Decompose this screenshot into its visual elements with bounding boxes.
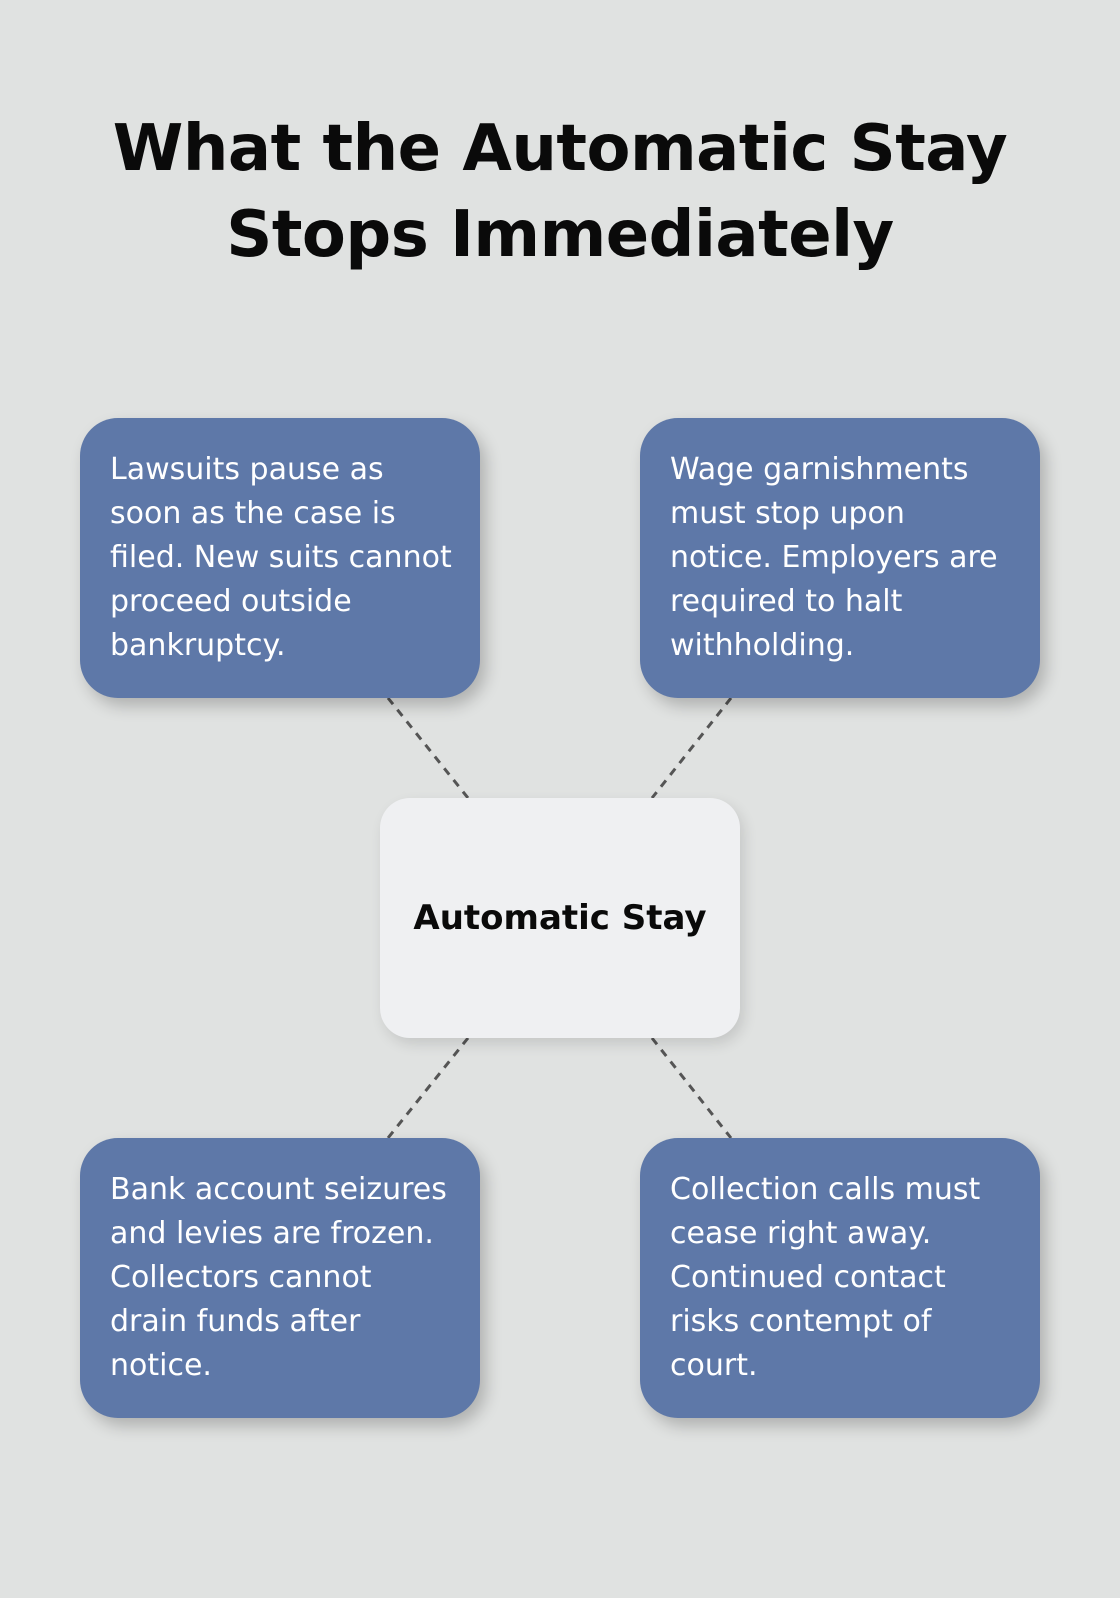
node-bank-seizures-text: Bank account seizures and levies are frozen. Collectors cannot drain funds after notice. <box>110 1172 447 1383</box>
node-bank-seizures <box>80 1138 480 1418</box>
connector-bottom-left <box>388 1038 468 1138</box>
node-collection-calls-text: Collection calls must cease right away. Continued contact risks contempt of court. <box>670 1172 981 1383</box>
node-wage-garnishments <box>640 418 1040 698</box>
node-lawsuits-text: Lawsuits pause as soon as the case is filed. New suits cannot proceed outside bankruptcy. <box>110 452 452 663</box>
diagram-title: What the Automatic Stay Stops Immediately <box>112 112 1008 272</box>
center-node-label: Automatic Stay <box>413 898 707 938</box>
node-lawsuits <box>80 418 480 698</box>
center-node-automatic-stay <box>380 798 740 1038</box>
connector-top-left <box>388 698 468 798</box>
connector-top-right <box>652 698 731 798</box>
connector-bottom-right <box>652 1038 731 1138</box>
node-wage-garnishments-text: Wage garnishments must stop upon notice. Employers are required to halt withholding. <box>670 452 998 663</box>
node-collection-calls <box>640 1138 1040 1418</box>
